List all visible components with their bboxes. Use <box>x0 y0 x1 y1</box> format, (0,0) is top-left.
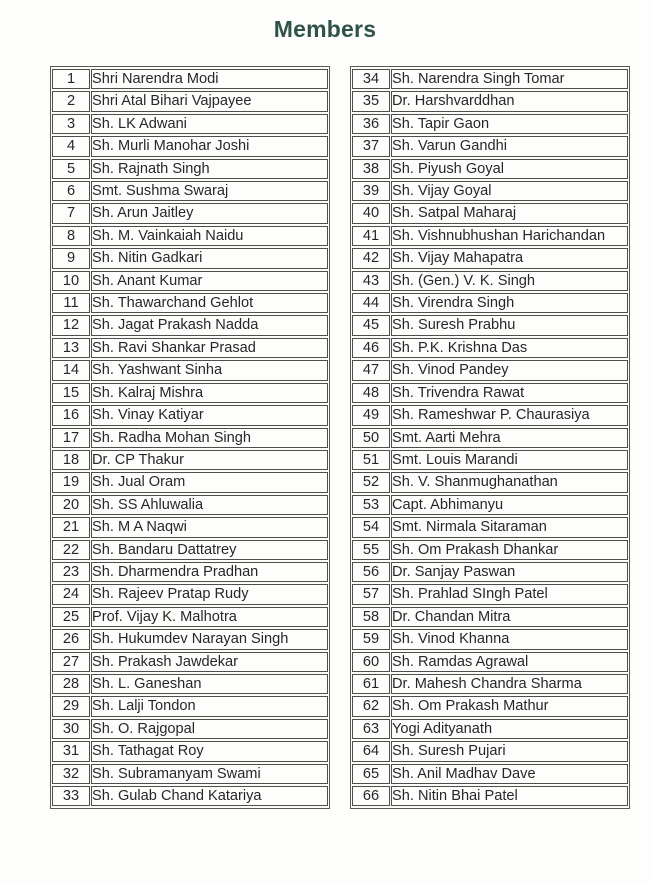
member-number: 51 <box>352 450 390 470</box>
table-row <box>352 226 628 246</box>
member-number: 64 <box>352 741 390 761</box>
table-row <box>352 159 628 179</box>
member-number: 3 <box>52 114 90 134</box>
member-name: Dr. Sanjay Paswan <box>391 562 628 582</box>
member-number: 23 <box>52 562 90 582</box>
member-name: Dr. CP Thakur <box>91 450 328 470</box>
member-number: 38 <box>352 159 390 179</box>
member-name: Sh. Nitin Bhai Patel <box>391 786 628 806</box>
member-name: Sh. Rajeev Pratap Rudy <box>91 584 328 604</box>
member-name: Dr. Mahesh Chandra Sharma <box>391 674 628 694</box>
member-number: 17 <box>52 428 90 448</box>
member-number: 55 <box>352 540 390 560</box>
member-name: Smt. Aarti Mehra <box>391 428 628 448</box>
member-number: 19 <box>52 472 90 492</box>
member-name: Sh. Vijay Mahapatra <box>391 248 628 268</box>
table-row <box>52 360 328 380</box>
member-name: Capt. Abhimanyu <box>391 495 628 515</box>
table-row <box>52 91 328 111</box>
table-row <box>52 652 328 672</box>
member-name: Dr. Chandan Mitra <box>391 607 628 627</box>
member-number: 35 <box>352 91 390 111</box>
table-row <box>52 696 328 716</box>
table-row <box>352 360 628 380</box>
member-name: Prof. Vijay K. Malhotra <box>91 607 328 627</box>
member-number: 4 <box>52 136 90 156</box>
member-name: Sh. Vishnubhushan Harichandan <box>391 226 628 246</box>
member-number: 45 <box>352 315 390 335</box>
member-name: Smt. Sushma Swaraj <box>91 181 328 201</box>
member-name: Sh. Bandaru Dattatrey <box>91 540 328 560</box>
table-row <box>352 338 628 358</box>
table-row <box>52 540 328 560</box>
member-number: 32 <box>52 764 90 784</box>
member-name: Shri Narendra Modi <box>91 69 328 89</box>
member-number: 14 <box>52 360 90 380</box>
member-number: 58 <box>352 607 390 627</box>
member-name: Sh. SS Ahluwalia <box>91 495 328 515</box>
member-number: 53 <box>352 495 390 515</box>
member-number: 11 <box>52 293 90 313</box>
member-name: Sh. Varun Gandhi <box>391 136 628 156</box>
member-name: Sh. Murli Manohar Joshi <box>91 136 328 156</box>
member-number: 25 <box>52 607 90 627</box>
table-row <box>52 719 328 739</box>
members-table-right <box>350 66 630 809</box>
member-name: Sh. Prahlad SIngh Patel <box>391 584 628 604</box>
members-table-left-body <box>52 69 328 806</box>
member-name: Sh. (Gen.) V. K. Singh <box>391 271 628 291</box>
members-table-right-body <box>352 69 628 806</box>
table-row <box>352 315 628 335</box>
member-number: 40 <box>352 203 390 223</box>
table-row <box>52 741 328 761</box>
table-row <box>52 136 328 156</box>
member-number: 12 <box>52 315 90 335</box>
member-number: 41 <box>352 226 390 246</box>
member-number: 49 <box>352 405 390 425</box>
member-name: Sh. Vijay Goyal <box>391 181 628 201</box>
table-row <box>52 383 328 403</box>
member-name: Sh. Suresh Prabhu <box>391 315 628 335</box>
member-number: 36 <box>352 114 390 134</box>
table-row <box>352 114 628 134</box>
table-row <box>352 540 628 560</box>
member-name: Sh. Virendra Singh <box>391 293 628 313</box>
member-name: Sh. Vinod Khanna <box>391 629 628 649</box>
member-number: 39 <box>352 181 390 201</box>
member-number: 37 <box>352 136 390 156</box>
table-row <box>352 136 628 156</box>
member-number: 15 <box>52 383 90 403</box>
table-row <box>52 428 328 448</box>
member-name: Sh. Kalraj Mishra <box>91 383 328 403</box>
member-name: Sh. Rameshwar P. Chaurasiya <box>391 405 628 425</box>
member-name: Sh. Piyush Goyal <box>391 159 628 179</box>
table-row <box>352 517 628 537</box>
member-name: Sh. Vinay Katiyar <box>91 405 328 425</box>
table-row <box>52 69 328 89</box>
table-row <box>52 472 328 492</box>
table-row <box>352 181 628 201</box>
member-number: 26 <box>52 629 90 649</box>
member-name: Shri Atal Bihari Vajpayee <box>91 91 328 111</box>
document-page <box>0 16 650 883</box>
member-number: 44 <box>352 293 390 313</box>
table-row <box>352 629 628 649</box>
member-number: 43 <box>352 271 390 291</box>
table-row <box>352 203 628 223</box>
member-name: Dr. Harshvarddhan <box>391 91 628 111</box>
member-number: 5 <box>52 159 90 179</box>
member-number: 34 <box>352 69 390 89</box>
member-number: 27 <box>52 652 90 672</box>
table-row <box>52 159 328 179</box>
table-row <box>352 786 628 806</box>
member-name: Sh. LK Adwani <box>91 114 328 134</box>
table-row <box>352 405 628 425</box>
member-name: Sh. Yashwant Sinha <box>91 360 328 380</box>
table-row <box>52 674 328 694</box>
table-row <box>352 495 628 515</box>
table-row <box>52 226 328 246</box>
member-number: 20 <box>52 495 90 515</box>
table-row <box>352 652 628 672</box>
member-number: 28 <box>52 674 90 694</box>
member-number: 33 <box>52 786 90 806</box>
table-row <box>352 696 628 716</box>
member-number: 59 <box>352 629 390 649</box>
table-row <box>352 271 628 291</box>
table-row <box>352 91 628 111</box>
member-name: Sh. Anant Kumar <box>91 271 328 291</box>
table-row <box>52 764 328 784</box>
member-name: Sh. Hukumdev Narayan Singh <box>91 629 328 649</box>
member-number: 46 <box>352 338 390 358</box>
table-row <box>52 562 328 582</box>
member-name: Sh. Narendra Singh Tomar <box>391 69 628 89</box>
member-name: Sh. Trivendra Rawat <box>391 383 628 403</box>
member-number: 29 <box>52 696 90 716</box>
member-name: Sh. Nitin Gadkari <box>91 248 328 268</box>
table-row <box>352 741 628 761</box>
table-row <box>352 450 628 470</box>
member-number: 48 <box>352 383 390 403</box>
member-number: 10 <box>52 271 90 291</box>
table-row <box>52 203 328 223</box>
member-name: Sh. O. Rajgopal <box>91 719 328 739</box>
member-name: Sh. Dharmendra Pradhan <box>91 562 328 582</box>
member-name: Sh. Vinod Pandey <box>391 360 628 380</box>
member-name: Sh. Ravi Shankar Prasad <box>91 338 328 358</box>
member-number: 13 <box>52 338 90 358</box>
table-row <box>352 69 628 89</box>
member-number: 6 <box>52 181 90 201</box>
member-name: Sh. L. Ganeshan <box>91 674 328 694</box>
member-number: 56 <box>352 562 390 582</box>
page-title: Members <box>273 16 377 42</box>
member-name: Sh. Om Prakash Mathur <box>391 696 628 716</box>
member-number: 57 <box>352 584 390 604</box>
table-row <box>52 338 328 358</box>
member-number: 16 <box>52 405 90 425</box>
table-row <box>52 181 328 201</box>
member-name: Sh. Ramdas Agrawal <box>391 652 628 672</box>
member-name: Sh. Rajnath Singh <box>91 159 328 179</box>
member-number: 60 <box>352 652 390 672</box>
member-number: 18 <box>52 450 90 470</box>
table-row <box>52 293 328 313</box>
table-row <box>52 248 328 268</box>
table-row <box>352 584 628 604</box>
member-name: Sh. Om Prakash Dhankar <box>391 540 628 560</box>
member-name: Sh. Tathagat Roy <box>91 741 328 761</box>
member-name: Sh. Gulab Chand Katariya <box>91 786 328 806</box>
table-row <box>52 450 328 470</box>
member-name: Sh. Thawarchand Gehlot <box>91 293 328 313</box>
table-row <box>52 495 328 515</box>
member-name: Sh. Tapir Gaon <box>391 114 628 134</box>
member-number: 63 <box>352 719 390 739</box>
table-row <box>52 315 328 335</box>
member-number: 7 <box>52 203 90 223</box>
member-number: 61 <box>352 674 390 694</box>
member-number: 8 <box>52 226 90 246</box>
member-name: Sh. Subramanyam Swami <box>91 764 328 784</box>
member-number: 9 <box>52 248 90 268</box>
member-number: 22 <box>52 540 90 560</box>
members-tables-container <box>50 66 650 809</box>
table-row <box>352 764 628 784</box>
member-name: Sh. Lalji Tondon <box>91 696 328 716</box>
member-number: 62 <box>352 696 390 716</box>
table-row <box>52 607 328 627</box>
member-number: 65 <box>352 764 390 784</box>
table-row <box>352 428 628 448</box>
member-name: Sh. P.K. Krishna Das <box>391 338 628 358</box>
table-row <box>52 584 328 604</box>
table-row <box>352 472 628 492</box>
table-row <box>352 719 628 739</box>
member-name: Sh. Prakash Jawdekar <box>91 652 328 672</box>
member-name: Smt. Nirmala Sitaraman <box>391 517 628 537</box>
member-number: 66 <box>352 786 390 806</box>
member-name: Sh. Satpal Maharaj <box>391 203 628 223</box>
member-number: 30 <box>52 719 90 739</box>
member-number: 52 <box>352 472 390 492</box>
member-name: Smt. Louis Marandi <box>391 450 628 470</box>
member-name: Sh. M. Vainkaiah Naidu <box>91 226 328 246</box>
member-number: 2 <box>52 91 90 111</box>
member-name: Sh. Jagat Prakash Nadda <box>91 315 328 335</box>
table-row <box>52 405 328 425</box>
member-number: 31 <box>52 741 90 761</box>
member-name: Sh. Radha Mohan Singh <box>91 428 328 448</box>
table-row <box>52 271 328 291</box>
member-name: Sh. Jual Oram <box>91 472 328 492</box>
member-name: Sh. Arun Jaitley <box>91 203 328 223</box>
table-row <box>352 562 628 582</box>
member-name: Sh. V. Shanmughanathan <box>391 472 628 492</box>
table-row <box>52 114 328 134</box>
member-number: 54 <box>352 517 390 537</box>
table-row <box>352 293 628 313</box>
member-number: 24 <box>52 584 90 604</box>
member-name: Sh. Anil Madhav Dave <box>391 764 628 784</box>
member-number: 47 <box>352 360 390 380</box>
table-row <box>52 517 328 537</box>
member-name: Sh. Suresh Pujari <box>391 741 628 761</box>
table-row <box>352 607 628 627</box>
member-number: 50 <box>352 428 390 448</box>
table-row <box>52 629 328 649</box>
members-table-left <box>50 66 330 809</box>
table-row <box>52 786 328 806</box>
table-row <box>352 248 628 268</box>
member-number: 1 <box>52 69 90 89</box>
member-name: Yogi Adityanath <box>391 719 628 739</box>
member-number: 42 <box>352 248 390 268</box>
member-name: Sh. M A Naqwi <box>91 517 328 537</box>
table-row <box>352 674 628 694</box>
table-row <box>352 383 628 403</box>
member-number: 21 <box>52 517 90 537</box>
